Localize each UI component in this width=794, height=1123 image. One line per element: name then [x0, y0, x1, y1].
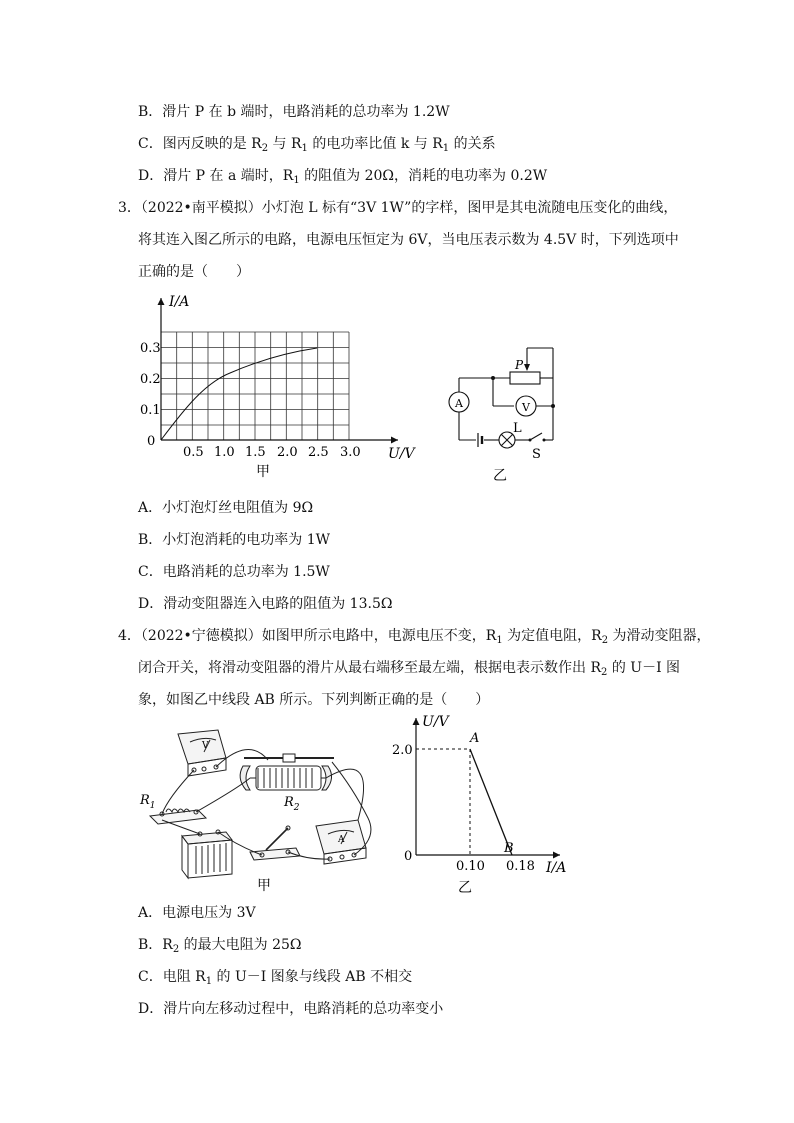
q3-option-c: C．电路消耗的总功率为 1.5W: [138, 564, 330, 580]
q4-graph-caption: 乙: [458, 880, 472, 896]
q4-xlabel: I/A: [546, 860, 567, 876]
q3-graph-caption: 甲: [256, 464, 270, 480]
option-c-q2: C．图丙反映的是 $R_2$ 与 $R_1$ 的电功率比值 k 与 $R_1$ 的关系: [138, 136, 496, 154]
q3-option-a: A．小灯泡灯丝电阻值为 9Ω: [138, 500, 314, 516]
q4-apparatus-drawing: [138, 728, 388, 898]
q4-point-a: A: [470, 731, 480, 746]
q3-ytick-0: 0: [147, 434, 156, 449]
q3-stem-line1: 3．（2022•南平模拟）小灯泡 L 标有“3V 1W”的字样，图甲是其电流随电压变化的曲线，: [118, 200, 678, 216]
option-d-q2: D．滑片 P 在 a 端时，$R_1$ 的阻值为 20Ω，消耗的电功率为 0.2W: [138, 168, 548, 186]
q4-apparatus-ammeter: A: [338, 835, 345, 845]
q3-xtick-1.5: 1.5: [245, 445, 266, 460]
q3-stem-line3: 正确的是（ ）: [138, 264, 250, 280]
q3-iu-graph: [140, 288, 420, 488]
q4-apparatus-caption: 甲: [257, 878, 271, 894]
q3-xlabel: U/V: [388, 446, 415, 462]
option-b-q2: B．滑片 P 在 b 端时，电路消耗的总功率为 1.2W: [138, 104, 450, 120]
q4-apparatus-r1: $R_1$: [140, 793, 156, 811]
q3-circuit-ammeter: A: [455, 397, 463, 410]
q4-segment-ab: [470, 749, 512, 855]
q4-stem-line1: 4．（2022•宁德模拟）如图甲所示电路中，电源电压不变，$R_1$ 为定值电阻，$R_2$ 为滑动变阻器，: [118, 628, 711, 646]
q3-ytick-0.1: 0.1: [140, 403, 161, 418]
q3-xtick-2.0: 2.0: [277, 445, 298, 460]
q4-ui-graph: [390, 710, 580, 900]
q3-ylabel: I/A: [169, 294, 190, 310]
q3-ytick-0.2: 0.2: [140, 372, 161, 387]
q4-option-a: A．电源电压为 3V: [138, 905, 256, 921]
q4-option-d: D．滑片向左移动过程中，电路消耗的总功率变小: [138, 1001, 444, 1017]
q4-point-b: B: [504, 841, 514, 856]
q4-apparatus-voltmeter: V: [202, 741, 209, 751]
q3-circuit-caption: 乙: [493, 468, 507, 484]
q3-circuit-l: L: [513, 421, 522, 436]
q3-xtick-3.0: 3.0: [340, 445, 361, 460]
q3-circuit-voltmeter: V: [522, 401, 530, 414]
q4-origin: 0: [404, 849, 413, 864]
q3-circuit-p: P: [515, 358, 524, 372]
q3-option-b: B．小灯泡消耗的电功率为 1W: [138, 532, 331, 548]
q4-stem-line3: 象，如图乙中线段 AB 所示。下列判断正确的是（ ）: [138, 692, 490, 708]
q4-ytick-2.0: 2.0: [392, 743, 413, 758]
q4-ylabel: U/V: [422, 714, 449, 730]
q3-xtick-2.5: 2.5: [308, 445, 329, 460]
q4-xtick-0.10: 0.10: [456, 859, 485, 874]
q4-option-b: B．$R_2$ 的最大电阻为 25Ω: [138, 937, 302, 955]
q3-option-d: D．滑动变阻器连入电路的阻值为 13.5Ω: [138, 596, 393, 612]
q3-xtick-0.5: 0.5: [183, 445, 204, 460]
q3-circuit: [440, 340, 580, 490]
q4-stem-line2: 闭合开关，将滑动变阻器的滑片从最右端移至最左端，根据电表示数作出 $R_2$ 的 U－I 图: [138, 660, 681, 678]
q3-circuit-s: S: [532, 447, 541, 462]
q4-option-c: C．电阻 $R_1$ 的 U－I 图象与线段 AB 不相交: [138, 969, 413, 987]
q3-stem-line2: 将其连入图乙所示的电路，电源电压恒定为 6V，当电压表示数为 4.5V 时，下列选项中: [138, 232, 679, 248]
q3-grid: [161, 332, 349, 440]
q3-xtick-1.0: 1.0: [214, 445, 235, 460]
q4-apparatus-r2: $R_2$: [284, 795, 300, 813]
q3-ytick-0.3: 0.3: [140, 341, 161, 356]
q4-xtick-0.18: 0.18: [506, 859, 535, 874]
